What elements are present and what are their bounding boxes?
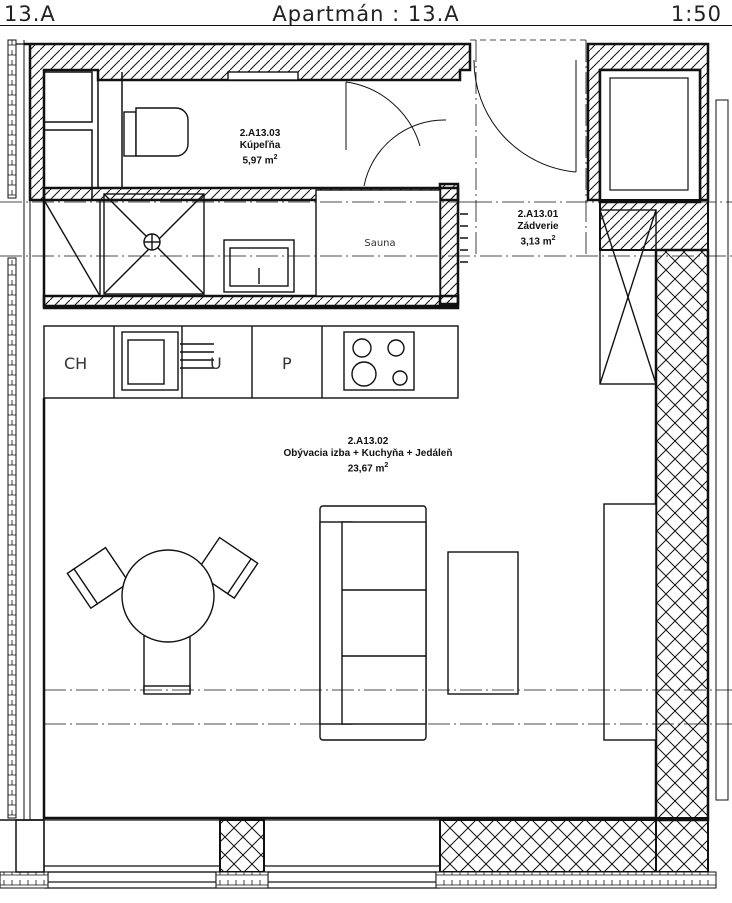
right-party-wall (656, 250, 708, 820)
appliance-ch-label: CH (64, 354, 88, 373)
room-name: Kúpeľňa (239, 140, 281, 151)
scale-label: 1:50 (670, 2, 722, 26)
room-name: Obývacia izba + Kuchyňa + Jedáleň (283, 448, 453, 459)
coffee-table (448, 552, 518, 694)
sauna-label: Sauna (364, 238, 396, 249)
sink (224, 240, 294, 292)
kitchen-counter (44, 326, 458, 398)
drawing-title: Apartmán : 13.A (272, 2, 460, 26)
sofa (320, 506, 426, 740)
apartment-id: 13.A (4, 2, 56, 26)
room-code: 2.A13.03 (239, 128, 281, 139)
room-label-bathroom (200, 128, 320, 167)
bottom-wall (220, 818, 708, 872)
room-code: 2.A13.02 (347, 436, 389, 447)
right-outer-line (716, 100, 728, 800)
tv-cabinet (604, 504, 656, 740)
room-label-entrance (478, 209, 598, 248)
room-area: 3,13 $m^2$ (520, 235, 556, 248)
toilet (124, 108, 188, 156)
room-name: Zádverie (517, 221, 559, 232)
left-exterior-masonry (8, 40, 30, 820)
room-area: 5,97 $m^2$ (242, 154, 278, 167)
left-storage (44, 72, 122, 200)
room-code: 2.A13.01 (517, 209, 559, 220)
bottom-brick-strip (0, 872, 716, 888)
appliance-u-label: U (210, 354, 222, 373)
room-area: 23,67 $m^2$ (347, 462, 389, 475)
cooktop (344, 332, 414, 390)
bathroom-door (346, 82, 446, 186)
dining-set (67, 538, 257, 694)
vent-grille (228, 72, 298, 80)
shower-tray (44, 194, 204, 296)
room-label-living (228, 436, 508, 475)
coat-hooks (460, 214, 468, 262)
appliance-p-label: P (282, 354, 292, 373)
entrance-door (474, 60, 576, 172)
